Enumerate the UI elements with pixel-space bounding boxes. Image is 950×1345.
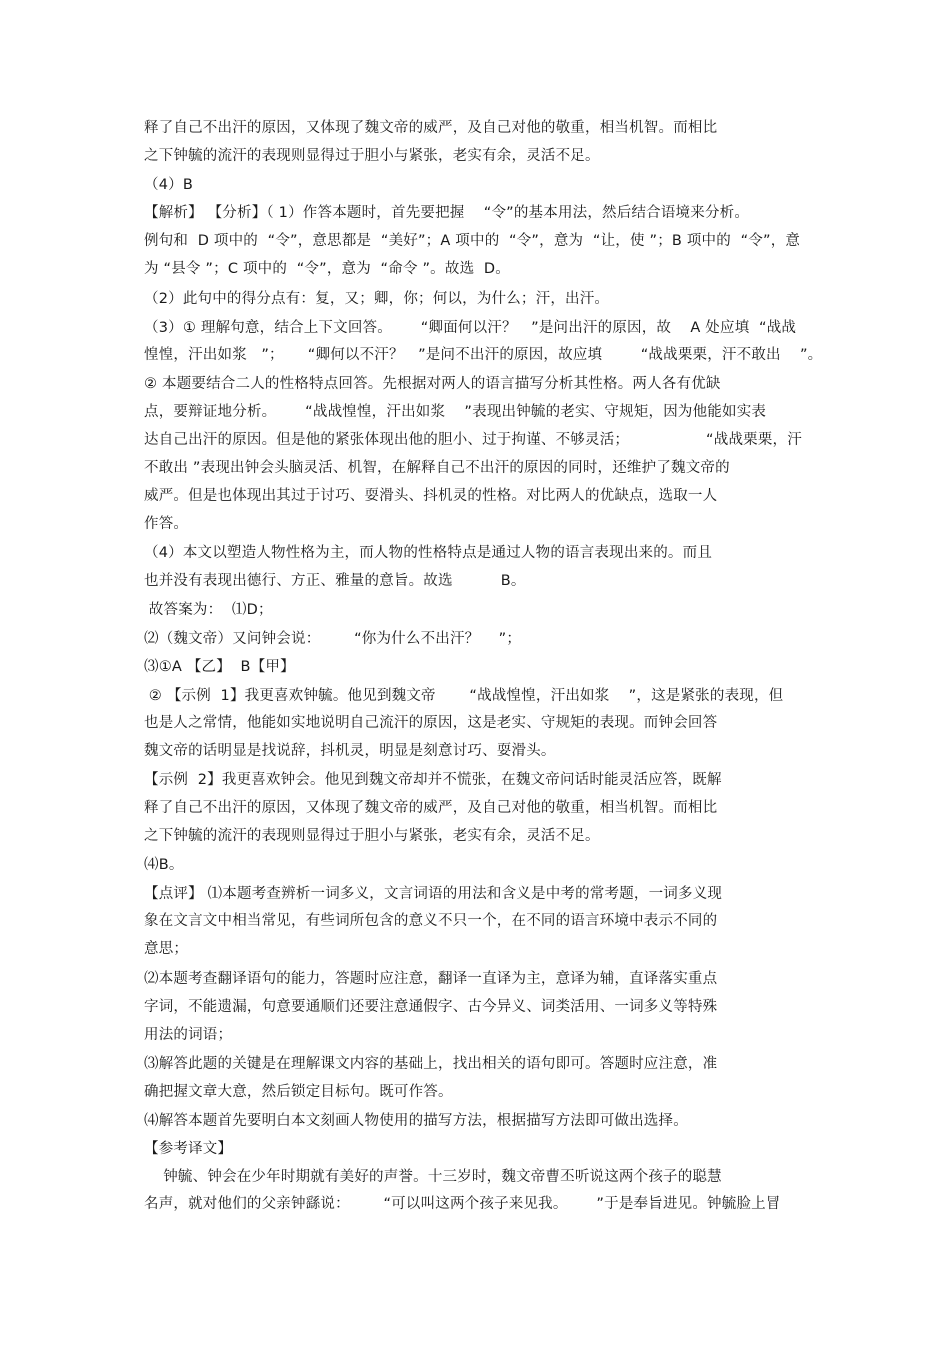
text-line: ⑵（魏文帝）又问钟会说： “你为什么不出汗？ ”； — [144, 631, 522, 647]
text-line: 作答。 — [144, 516, 189, 532]
text-line: 确把握文章大意，然后锁定目标句。既可作答。 — [144, 1084, 453, 1100]
text-line: 钟毓、钟会在少年时期就有美好的声誉。十三岁时，魏文帝曹丕听说这两个孩子的聪慧 — [144, 1169, 722, 1185]
text-line: 字词，不能遗漏，句意要通顺们还要注意通假字、古今异义、词类活用、一词多义等特殊 — [144, 999, 718, 1015]
text-line: 释了自己不出汗的原因，又体现了魏文帝的威严，及自己对他的敬重，相当机智。而相比 — [144, 800, 718, 816]
text-line: 点，要辩证地分析。 “战战惶惶，汗出如浆 ”表现出钟毓的老实、守规矩，因为他能如实表 — [144, 404, 767, 420]
text-line: 名声，就对他们的父亲钟繇说： “可以叫这两个孩子来见我。 ”于是奉旨进见。钟毓脸上冒 — [144, 1196, 781, 1212]
text-line: 例句和 D 项中的 “令”，意思都是 “美好”；A 项中的 “令”，意为 “让，使 ”；B 项中的 “令”，意 — [144, 233, 801, 249]
text-line: 释了自己不出汗的原因，又体现了魏文帝的威严，及自己对他的敬重，相当机智。而相比 — [144, 120, 718, 136]
text-line: 也并没有表现出德行、方正、雅量的意旨。故选 B。 — [144, 573, 526, 589]
text-line: 威严。但是也体现出其过于讨巧、耍滑头、抖机灵的性格。对比两人的优缺点，选取一人 — [144, 488, 718, 504]
text-line: （4）本文以塑造人物性格为主，而人物的性格特点是通过人物的语言表现出来的。而且 — [144, 545, 713, 561]
text-line: ⑶①A 【乙】 B【甲】 — [144, 659, 295, 675]
text-line: 之下钟毓的流汗的表现则显得过于胆小与紧张，老实有余，灵活不足。 — [144, 148, 600, 164]
text-line: 用法的词语； — [144, 1027, 233, 1043]
text-line: （4）B — [144, 177, 193, 193]
text-line: 【示例 2】我更喜欢钟会。他见到魏文帝却并不慌张，在魏文帝问话时能灵活应答，既解 — [144, 772, 722, 788]
text-line: ⑷解答本题首先要明白本文刻画人物使用的描写方法，根据描写方法即可做出选择。 — [144, 1113, 688, 1129]
text-line: 意思； — [144, 941, 189, 957]
text-line: ② 本题要结合二人的性格特点回答。先根据对两人的语言描写分析其性格。两人各有优缺 — [144, 376, 721, 392]
text-line: （2）此句中的得分点有：复，又；卿，你；何以，为什么；汗，出汗。 — [144, 291, 610, 307]
text-line: 【参考译文】 — [144, 1141, 233, 1157]
text-line: 为 “县令 ”；C 项中的 “令”，意为 “命令 ”。故选 D。 — [144, 261, 510, 277]
text-line: ⑶解答此题的关键是在理解课文内容的基础上，找出相关的语句即可。答题时应注意，准 — [144, 1056, 718, 1072]
text-line: 也是人之常情，他能如实地说明自己流汗的原因，这是老实、守规矩的表现。而钟会回答 — [144, 715, 718, 731]
text-line: 象在文言文中相当常见，有些词所包含的意义不只一个，在不同的语言环境中表示不同的 — [144, 913, 718, 929]
text-line: 故答案为： ⑴D； — [144, 602, 273, 618]
text-line: （3）① 理解句意，结合上下文回答。 “卿面何以汗？ ”是问出汗的原因，故 A 处应填 “战战 — [144, 320, 797, 336]
text-line: 【点评】 ⑴本题考查辨析一词多义，文言词语的用法和含义是中考的常考题，一词多义现 — [144, 886, 723, 902]
text-line: 达自己出汗的原因。但是他的紧张体现出他的胆小、过于拘谨、不够灵活； “战战栗栗，汗 — [144, 432, 802, 448]
text-line: 不敢出 ”表现出钟会头脑灵活、机智，在解释自己不出汗的原因的同时，还维护了魏文帝的 — [144, 460, 730, 476]
text-line: 【解析】 【分析】（ 1）作答本题时，首先要把握 “令”的基本用法，然后结合语境来分析。 — [144, 205, 750, 221]
text-line: ⑷B。 — [144, 857, 184, 873]
text-line: 之下钟毓的流汗的表现则显得过于胆小与紧张，老实有余，灵活不足。 — [144, 828, 600, 844]
text-line: 魏文帝的话明显是找说辞，抖机灵，明显是刻意讨巧、耍滑头。 — [144, 743, 556, 759]
text-line: ⑵本题考查翻译语句的能力，答题时应注意，翻译一直译为主，意译为辅，直译落实重点 — [144, 971, 718, 987]
text-line: ② 【示例 1】我更喜欢钟毓。他见到魏文帝 “战战惶惶，汗出如浆 ”，这是紧张的表现，但 — [144, 688, 784, 704]
text-line: 惶惶，汗出如浆 ”； “卿何以不汗？ ”是问不出汗的原因，故应填 “战战栗栗，汗不敢出 ”。 — [144, 347, 823, 363]
